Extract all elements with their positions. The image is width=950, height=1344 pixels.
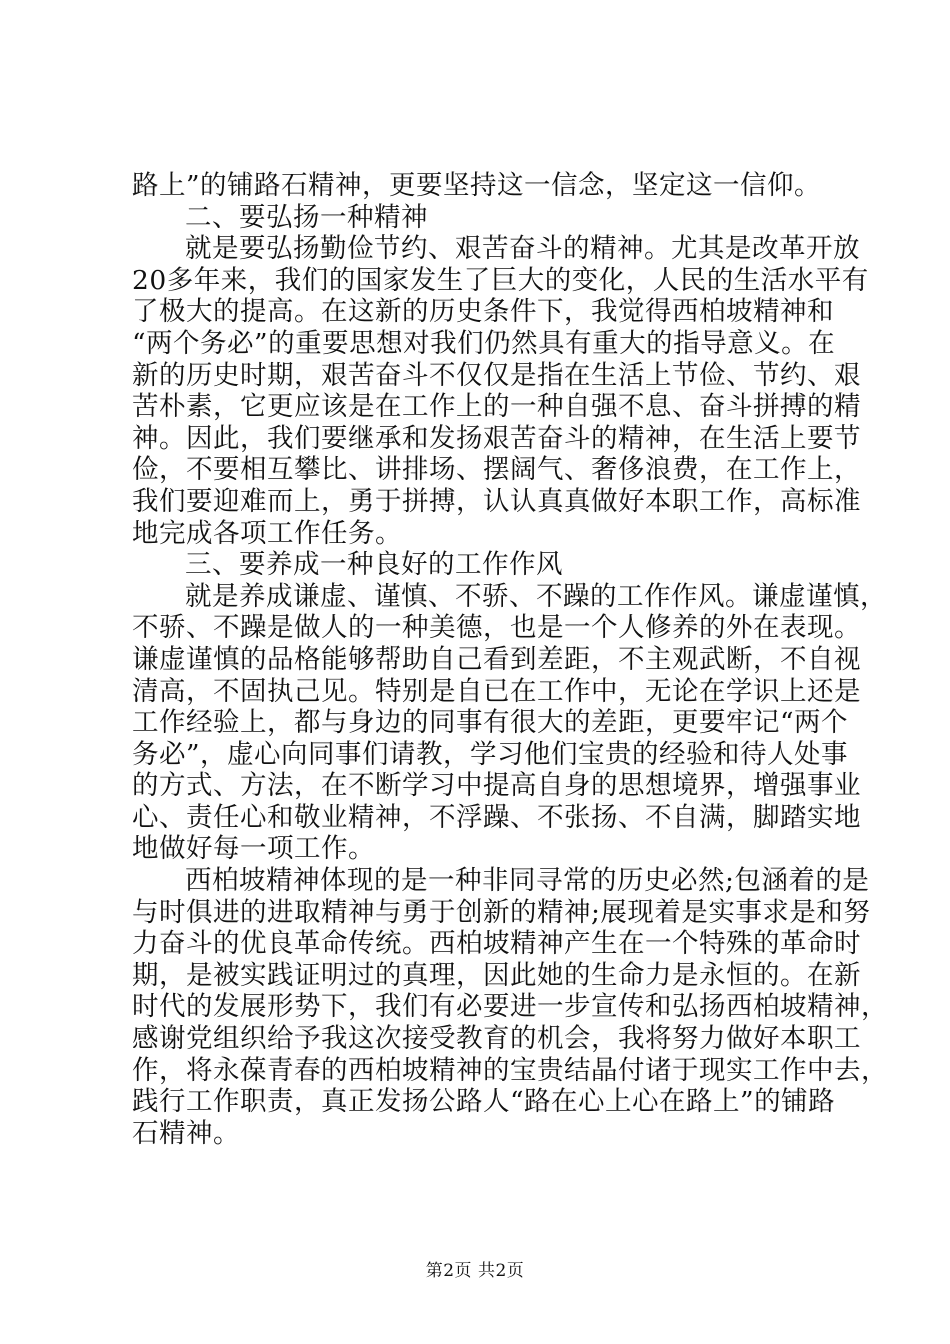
text-line: 作，将永葆青春的西柏坡精神的宝贵结晶付诸于现实工作中去， <box>132 1054 888 1086</box>
text-line: 清高，不固执己见。特别是自已在工作中，无论在学识上还是 <box>132 675 861 707</box>
text-line: 与时俱进的进取精神与勇于创新的精神;展现着是实事求是和努 <box>132 896 871 928</box>
page-number-label: 第2页 共2页 <box>425 1261 525 1281</box>
text-line: 感谢党组织给予我这次接受教育的机会，我将努力做好本职工 <box>132 1023 861 1055</box>
text-line: 20多年来，我们的国家发生了巨大的变化，人民的生活水平有 <box>132 264 869 296</box>
text-line: 工作经验上，都与身边的同事有很大的差距，更要牢记“两个 <box>132 707 849 739</box>
text-line: 我们要迎难而上，勇于拼搏，认认真真做好本职工作，高标准 <box>132 485 861 517</box>
text-line: 俭，不要相互攀比、讲排场、摆阔气、奢侈浪费，在工作上， <box>132 454 861 486</box>
text-line: 苦朴素，它更应该是在工作上的一种自强不息、奋斗拼搏的精 <box>132 391 861 423</box>
text-line: 就是要弘扬勤俭节约、艰苦奋斗的精神。尤其是改革开放 <box>185 233 860 265</box>
text-line: 三、要养成一种良好的工作作风 <box>185 549 563 581</box>
text-line: 期，是被实践证明过的真理，因此她的生命力是永恒的。在新 <box>132 959 861 991</box>
document-body <box>132 170 888 1149</box>
text-line: 二、要弘扬一种精神 <box>185 201 428 233</box>
text-line: 西柏坡精神体现的是一种非同寻常的历史必然;包涵着的是 <box>185 865 870 897</box>
text-line: 时代的发展形势下，我们有必要进一步宣传和弘扬西柏坡精神， <box>132 991 888 1023</box>
text-line: 心、责任心和敬业精神，不浮躁、不张扬、不自满，脚踏实地 <box>132 801 861 833</box>
text-line: 力奋斗的优良革命传统。西柏坡精神产生在一个特殊的革命时 <box>132 928 861 960</box>
text-line: 新的历史时期，艰苦奋斗不仅仅是指在生活上节俭、节约、艰 <box>132 359 861 391</box>
text-line: 不骄、不躁是做人的一种美德，也是一个人修养的外在表现。 <box>132 612 861 644</box>
text-line: 了极大的提高。在这新的历史条件下，我觉得西柏坡精神和 <box>132 296 834 328</box>
text-line: 践行工作职责，真正发扬公路人“路在心上心在路上”的铺路 <box>132 1086 836 1118</box>
text-line: 务必”，虚心向同事们请教，学习他们宝贵的经验和待人处事 <box>132 738 849 770</box>
text-line: 地做好每一项工作。 <box>132 833 375 865</box>
text-line: 路上”的铺路石精神，更要坚持这一信念，坚定这一信仰。 <box>132 170 822 201</box>
page-footer <box>0 1261 950 1281</box>
text-line: 神。因此，我们要继承和发扬艰苦奋斗的精神，在生活上要节 <box>132 422 861 454</box>
text-line: 就是养成谦虚、谨慎、不骄、不躁的工作作风。谦虚谨慎， <box>185 580 887 612</box>
text-line: 地完成各项工作任务。 <box>132 517 402 549</box>
text-line: “两个务必”的重要思想对我们仍然具有重大的指导意义。在 <box>132 327 836 359</box>
text-line: 谦虚谨慎的品格能够帮助自己看到差距，不主观武断，不自视 <box>132 643 861 675</box>
text-line: 的方式、方法，在不断学习中提高自身的思想境界，增强事业 <box>132 770 861 802</box>
text-line: 石精神。 <box>132 1117 240 1149</box>
